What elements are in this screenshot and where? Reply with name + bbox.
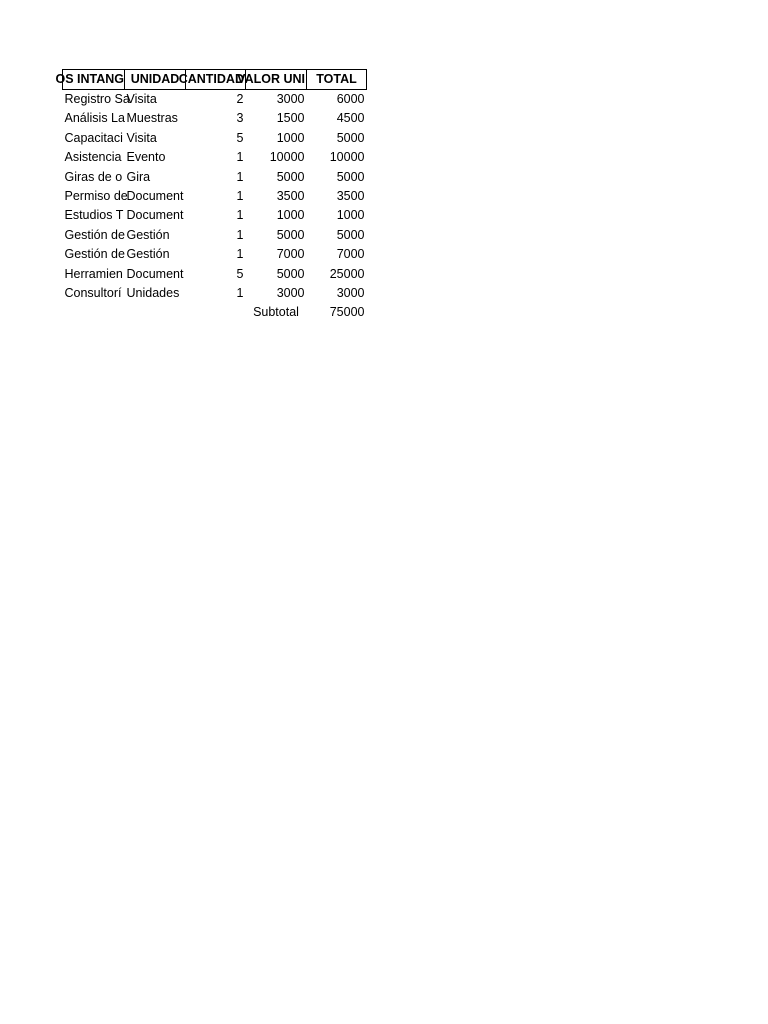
cell-concept[interactable]: Estudios T [64,208,124,223]
cell-total[interactable]: 5000 [336,227,365,242]
cell-unit-value[interactable]: 10000 [269,150,305,165]
cell-quantity[interactable]: 5 [236,266,244,281]
table-row [63,206,367,225]
cell-concept[interactable]: Giras de o [64,169,123,184]
cell-quantity[interactable]: 1 [236,150,244,165]
cell-unit[interactable]: Gira [126,169,151,184]
cell-quantity[interactable]: 3 [236,111,244,126]
cell-unit[interactable]: Document [126,266,184,281]
header-cell-quantity[interactable]: CANTIDAD [186,70,246,90]
header-cell-total[interactable]: TOTAL [307,70,367,90]
table-row [63,90,367,110]
cell-unit[interactable]: Muestras [126,111,178,126]
cell-concept[interactable]: Análisis La [64,111,125,126]
table-row [63,226,367,245]
cell-unit-value[interactable]: 3000 [276,92,305,106]
cell-total[interactable]: 5000 [336,169,365,184]
cell-quantity[interactable]: 1 [236,189,244,204]
empty-cell[interactable] [186,303,246,322]
cell-total[interactable]: 6000 [336,92,365,106]
cell-quantity[interactable]: 2 [236,92,244,106]
cell-unit-value[interactable]: 3000 [276,286,305,301]
cell-total[interactable]: 25000 [329,266,365,281]
table-body [63,90,367,323]
header-cell-concept[interactable]: OS INTANG [63,70,125,90]
header-cell-unit-value[interactable]: VALOR UNI [246,70,307,90]
table-row [63,129,367,148]
cell-quantity[interactable]: 5 [236,130,244,145]
cell-total[interactable]: 1000 [336,208,365,223]
cell-unit-value[interactable]: 1500 [276,111,305,126]
table-row [63,245,367,264]
cell-quantity[interactable]: 1 [236,286,244,301]
cell-concept[interactable]: Consultorí [64,286,122,301]
cell-quantity[interactable]: 1 [236,208,244,223]
subtotal-row [63,303,367,322]
cell-unit[interactable]: Document [126,208,184,223]
cell-total[interactable]: 4500 [336,111,365,126]
cell-unit-value[interactable]: 5000 [276,266,305,281]
subtotal-label[interactable]: Subtotal [253,305,299,320]
cell-unit-value[interactable]: 7000 [276,247,305,262]
subtotal-value[interactable]: 75000 [329,305,365,320]
cell-unit[interactable]: Unidades [126,286,180,301]
spreadsheet-sheet [55,69,366,323]
cell-unit-value[interactable]: 1000 [276,130,305,145]
empty-cell[interactable] [125,303,186,322]
cell-quantity[interactable]: 1 [236,247,244,262]
cell-concept[interactable]: Herramien [64,266,123,281]
cell-concept[interactable]: Gestión de [64,227,125,242]
cell-unit-value[interactable]: 3500 [276,189,305,204]
cell-total[interactable]: 10000 [329,150,365,165]
cell-unit[interactable]: Gestión [126,247,170,262]
empty-cell[interactable] [63,303,125,322]
table-row [63,187,367,206]
cell-concept[interactable]: Capacitaci [64,130,123,145]
header-cell-unit[interactable]: UNIDAD [125,70,186,90]
cell-unit[interactable]: Document [126,189,184,204]
cell-total[interactable]: 7000 [336,247,365,262]
cell-total[interactable]: 3500 [336,189,365,204]
cell-concept[interactable]: Permiso de [64,189,128,204]
cell-total[interactable]: 5000 [336,130,365,145]
cell-unit-value[interactable]: 1000 [276,208,305,223]
table-row [63,265,367,284]
cell-total[interactable]: 3000 [336,286,365,301]
costs-table [55,69,367,323]
cell-concept[interactable]: Registro Sa [64,92,130,106]
cell-unit[interactable]: Evento [126,150,166,165]
cell-unit-value[interactable]: 5000 [276,169,305,184]
cell-unit[interactable]: Visita [126,130,157,145]
table-row [63,148,367,167]
cell-unit[interactable]: Visita [126,92,157,106]
table-row [63,109,367,128]
cell-concept[interactable]: Gestión de [64,247,125,262]
cell-quantity[interactable]: 1 [236,169,244,184]
header-row [63,70,367,90]
cell-unit[interactable]: Gestión [126,227,170,242]
cell-quantity[interactable]: 1 [236,227,244,242]
cell-unit-value[interactable]: 5000 [276,227,305,242]
table-row [63,284,367,303]
cell-concept[interactable]: Asistencia [64,150,122,165]
table-row [63,168,367,187]
